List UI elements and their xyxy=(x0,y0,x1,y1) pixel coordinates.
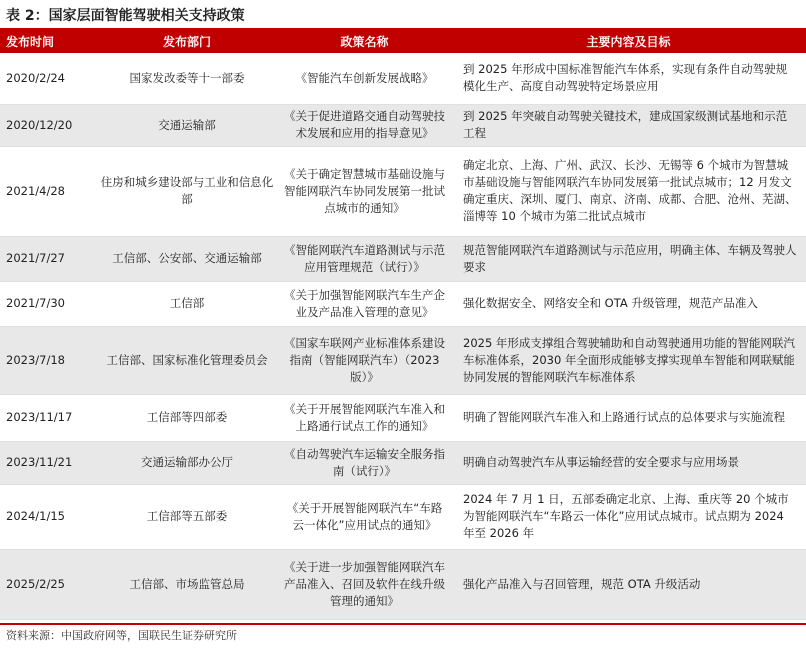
header-content: 主要内容及目标 xyxy=(451,31,806,53)
cell-department: 工信部、国家标准化管理委员会 xyxy=(96,326,278,394)
cell-policy: 《关于开展智能网联汽车准入和上路通行试点工作的通知》 xyxy=(278,394,451,441)
table-row xyxy=(0,104,806,146)
header-department: 发布部门 xyxy=(96,31,278,53)
table-row xyxy=(0,146,806,236)
cell-content: 强化数据安全、网络安全和 OTA 升级管理，规范产品准入 xyxy=(451,281,806,326)
cell-date: 2024/1/15 xyxy=(0,484,96,549)
table-bottom-rule xyxy=(0,623,806,625)
cell-content: 确定北京、上海、广州、武汉、长沙、无锡等 6 个城市为智慧城市基础设施与智能网联汽车协同发展第一批试点城市；12 月发文确定重庆、深圳、厦门、南京、济南、成都、合肥、沧州、芜湖、淄博等 10 个城市为第二批试点城市 xyxy=(451,146,806,236)
cell-content: 规范智能网联汽车道路测试与示范应用，明确主体、车辆及驾驶人要求 xyxy=(451,236,806,281)
cell-policy: 《关于加强智能网联汽车生产企业及产品准入管理的意见》 xyxy=(278,281,451,326)
table-title: 表 2：国家层面智能驾驶相关支持政策 xyxy=(6,8,245,24)
cell-content: 明确自动驾驶汽车从事运输经营的安全要求与应用场景 xyxy=(451,441,806,484)
header-policy: 政策名称 xyxy=(278,31,451,53)
cell-policy: 《国家车联网产业标准体系建设指南（智能网联汽车）（2023 版）》 xyxy=(278,326,451,394)
cell-department: 交通运输部 xyxy=(96,104,278,146)
cell-department: 交通运输部办公厅 xyxy=(96,441,278,484)
table-row xyxy=(0,484,806,549)
cell-policy: 《关于进一步加强智能网联汽车产品准入、召回及软件在线升级管理的通知》 xyxy=(278,549,451,619)
cell-department: 工信部 xyxy=(96,281,278,326)
cell-date: 2020/2/24 xyxy=(0,53,96,104)
table-row xyxy=(0,549,806,619)
cell-department: 工信部等四部委 xyxy=(96,394,278,441)
cell-content: 明确了智能网联汽车准入和上路通行试点的总体要求与实施流程 xyxy=(451,394,806,441)
cell-policy: 《智能汽车创新发展战略》 xyxy=(278,53,451,104)
cell-date: 2021/7/27 xyxy=(0,236,96,281)
cell-department: 工信部等五部委 xyxy=(96,484,278,549)
cell-date: 2025/2/25 xyxy=(0,549,96,619)
cell-department: 工信部、公安部、交通运输部 xyxy=(96,236,278,281)
cell-policy: 《关于促进道路交通自动驾驶技术发展和应用的指导意见》 xyxy=(278,104,451,146)
cell-policy: 《智能网联汽车道路测试与示范应用管理规范（试行）》 xyxy=(278,236,451,281)
cell-content: 到 2025 年突破自动驾驶关键技术，建成国家级测试基地和示范工程 xyxy=(451,104,806,146)
cell-policy: 《关于确定智慧城市基础设施与智能网联汽车协同发展第一批试点城市的通知》 xyxy=(278,146,451,236)
cell-department: 国家发改委等十一部委 xyxy=(96,53,278,104)
cell-policy: 《自动驾驶汽车运输安全服务指南（试行）》 xyxy=(278,441,451,484)
table-row xyxy=(0,394,806,441)
cell-date: 2020/12/20 xyxy=(0,104,96,146)
cell-date: 2021/7/30 xyxy=(0,281,96,326)
cell-content: 到 2025 年形成中国标准智能汽车体系，实现有条件自动驾驶规模化生产、高度自动驾驶特定场景应用 xyxy=(451,53,806,104)
cell-date: 2023/11/17 xyxy=(0,394,96,441)
table-row xyxy=(0,53,806,104)
cell-date: 2021/4/28 xyxy=(0,146,96,236)
cell-date: 2023/11/21 xyxy=(0,441,96,484)
table-row xyxy=(0,441,806,484)
policy-table xyxy=(0,31,806,620)
cell-content: 2024 年 7 月 1 日，五部委确定北京、上海、重庆等 20 个城市为智能网联汽车“车路云一体化”应用试点城市。试点期为 2024 年至 2026 年 xyxy=(451,484,806,549)
cell-department: 工信部、市场监管总局 xyxy=(96,549,278,619)
cell-department: 住房和城乡建设部与工业和信息化部 xyxy=(96,146,278,236)
cell-content: 2025 年形成支撑组合驾驶辅助和自动驾驶通用功能的智能网联汽车标准体系，2030 年全面形成能够支撑实现单车智能和网联赋能协同发展的智能网联汽车标准体系 xyxy=(451,326,806,394)
table-row xyxy=(0,236,806,281)
table-row xyxy=(0,281,806,326)
cell-content: 强化产品准入与召回管理，规范 OTA 升级活动 xyxy=(451,549,806,619)
cell-policy: 《关于开展智能网联汽车“车路云一体化”应用试点的通知》 xyxy=(278,484,451,549)
source-note: 资料来源：中国政府网等，国联民生证券研究所 xyxy=(6,629,237,642)
table-row xyxy=(0,326,806,394)
header-date: 发布时间 xyxy=(0,31,96,53)
table-header-row xyxy=(0,31,806,53)
cell-date: 2023/7/18 xyxy=(0,326,96,394)
